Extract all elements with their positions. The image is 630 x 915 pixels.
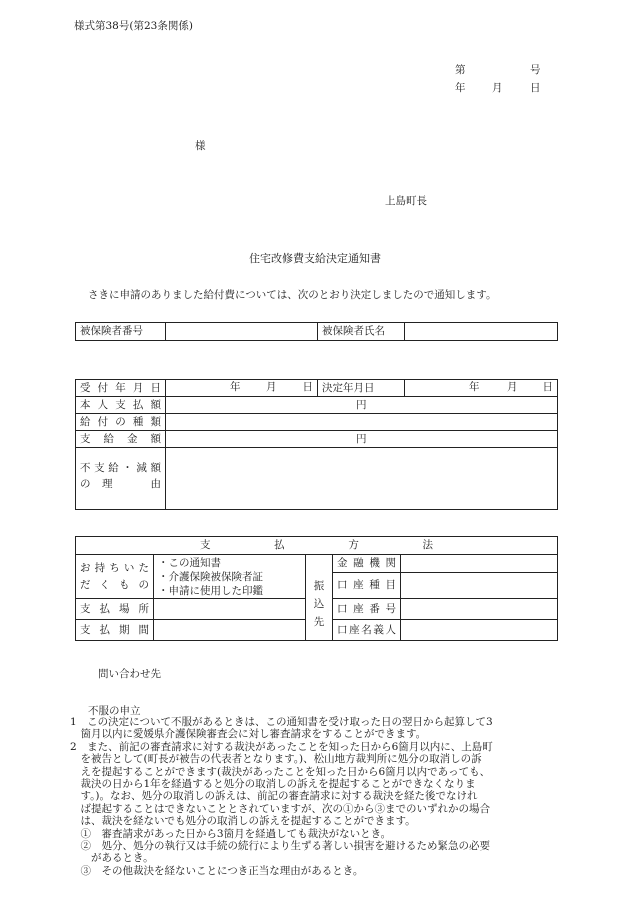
account-holder-field[interactable] (401, 620, 558, 641)
bring-items-label (76, 555, 154, 599)
appeal-line: ば提起することはできないこととされていますが、次の①から③までのいずれかの場合 (70, 802, 490, 815)
payment-place-field[interactable] (154, 599, 306, 620)
reason-label-line1: 不支給・減額 (80, 462, 161, 474)
payment-period-label: 支払期間 (76, 620, 154, 641)
document-title: 住宅改修費支給決定通知書 (249, 252, 381, 265)
payment-method-title: 支払方法 (200, 539, 434, 552)
appeal-line: 2 また、前記の審査請求に対する裁決があったことを知った日から6箇月以内に、上島町 (70, 740, 493, 753)
payment-amount-label: 支給金額 (76, 431, 166, 448)
transfer-label (306, 555, 333, 641)
appeal-notes (70, 716, 493, 877)
benefit-type-label: 給付の種類 (76, 414, 166, 431)
bring-item-seal: ・申請に使用した印鑑 (158, 584, 263, 597)
account-number-label: 口座番号 (333, 599, 401, 620)
received-date-field[interactable] (166, 380, 318, 397)
bring-label-line1: お持ちいた (80, 562, 149, 575)
account-number-field[interactable] (401, 599, 558, 620)
insured-number-field[interactable] (166, 323, 318, 341)
transfer-char-2: 込 (313, 598, 325, 610)
appeal-line: があるとき。 (70, 852, 154, 865)
account-holder-label: 口座名義人 (333, 620, 401, 641)
appeal-heading: 不服の申立 (88, 705, 141, 717)
appeal-line: す。)。なお、処分の取消しの訴えは、前記の審査請求に対する裁決を経た後でなけれ (70, 790, 478, 803)
payment-method-header (76, 537, 558, 555)
appeal-line: えを提起することができます(裁決があったことを知った日から6箇月以内であっても、 (70, 765, 491, 778)
appeal-line: を被告として(町長が被告の代表者となります。)、松山地方裁判所に処分の取消しの訴 (70, 753, 482, 766)
self-pay-field[interactable] (166, 397, 558, 414)
doc-number-dai: 第 (455, 64, 466, 76)
self-pay-label: 本人支払額 (76, 397, 166, 414)
reason-field[interactable] (166, 448, 558, 510)
appeal-line: 裁決の日から1年を経過すると処分の取消しの訴えを提起することができなくなりま (70, 778, 476, 791)
insured-name-label: 被保険者氏名 (318, 323, 405, 341)
payment-amount-yen: 円 (356, 432, 367, 445)
bank-label: 金融機関 (333, 555, 401, 573)
decided-month: 月 (507, 381, 518, 393)
reason-label-no: の (80, 478, 91, 491)
decided-day: 日 (542, 381, 553, 393)
appeal-line: は、裁決を経ないでも処分の取消しの訴えを提起することができます。 (70, 815, 416, 828)
transfer-char-3: 先 (313, 616, 325, 628)
decided-date-label: 決定年月日 (318, 380, 405, 397)
appeal-line: ① 審査請求があった日から3箇月を経過しても裁決がないとき。 (70, 827, 392, 840)
transfer-char-1: 振 (313, 580, 325, 592)
received-date-label: 受付年月日 (76, 380, 166, 397)
reason-label-riyu: 理由 (102, 478, 161, 491)
decided-year: 年 (469, 381, 480, 393)
self-pay-yen: 円 (356, 398, 367, 411)
inquiry-label: 問い合わせ先 (98, 668, 161, 680)
received-day: 日 (302, 381, 313, 393)
date-month: 月 (492, 82, 503, 94)
date-day: 日 (530, 82, 541, 94)
bring-item-insurance-card: ・介護保険被保険者証 (158, 570, 263, 583)
insured-table (75, 322, 558, 341)
bank-field[interactable] (401, 555, 558, 573)
addressee-suffix: 様 (195, 140, 206, 152)
insured-number-label: 被保険者番号 (76, 323, 166, 341)
insured-name-field[interactable] (405, 323, 558, 341)
payment-method-table (75, 536, 558, 641)
payment-place-label: 支払場所 (76, 599, 154, 620)
account-type-label: 口座種目 (333, 573, 401, 599)
payment-amount-field[interactable] (166, 431, 558, 448)
decision-table (75, 379, 558, 510)
bring-label-line2: だくもの (80, 578, 149, 591)
account-type-field[interactable] (401, 573, 558, 599)
date-year: 年 (455, 82, 466, 94)
intro-text: さきに申請のありました給付費については、次のとおり決定しましたので通知します。 (88, 289, 497, 301)
doc-number-go: 号 (530, 64, 541, 76)
reason-label (76, 448, 166, 510)
appeal-line: 1 この決定について不服があるときは、この通知書を受け取った日の翌日から起算して3 (70, 716, 493, 728)
form-number: 様式第38号(第23条関係) (74, 20, 193, 32)
received-year: 年 (230, 381, 241, 393)
decided-date-field[interactable] (405, 380, 558, 397)
appeal-line: 箇月以内に愛媛県介護保険審査会に対し審査請求をすることができます。 (70, 728, 427, 741)
received-month: 月 (266, 381, 277, 393)
issuer: 上島町長 (385, 195, 427, 207)
payment-period-field[interactable] (154, 620, 306, 641)
bring-item-notice: ・この通知書 (158, 556, 221, 569)
benefit-type-field[interactable] (166, 414, 558, 431)
appeal-line: ③ その他裁決を経ないことにつき正当な理由があるとき。 (70, 864, 364, 877)
bring-items-list (154, 555, 306, 599)
appeal-line: ② 処分、処分の執行又は手続の続行により生ずる著しい損害を避けるため緊急の必要 (70, 840, 490, 853)
